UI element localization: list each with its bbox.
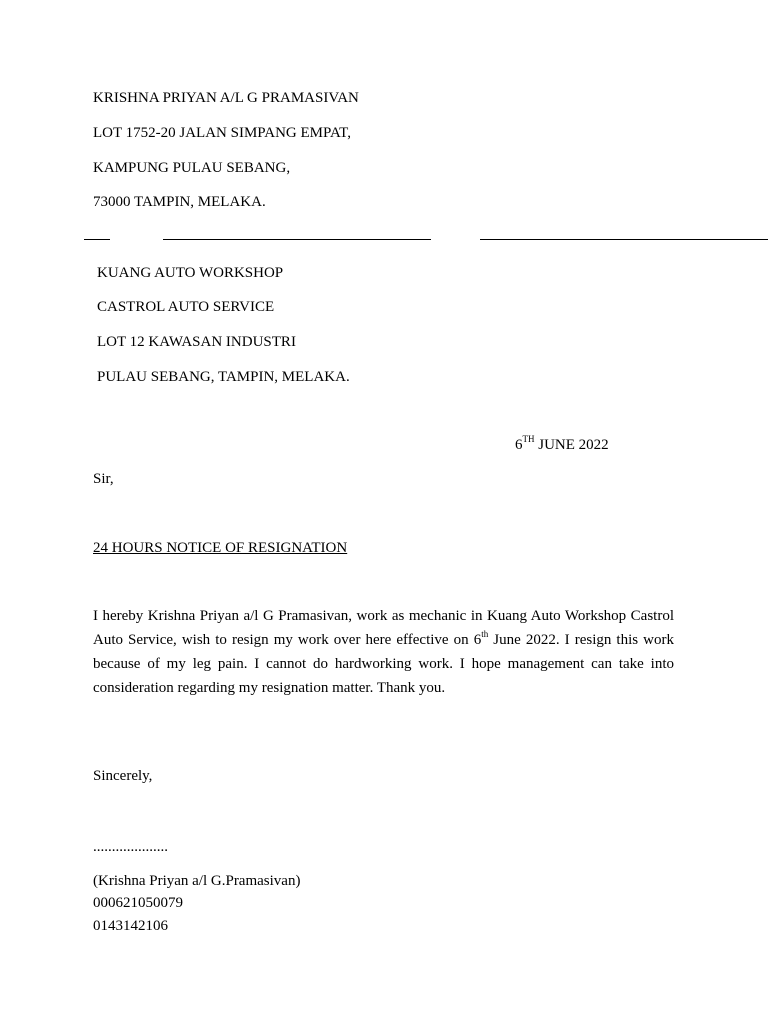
date-rest: JUNE 2022 [534, 437, 609, 453]
divider-rule [163, 239, 431, 240]
subject-line [93, 539, 374, 557]
sender-address-line: LOT 1752-20 JALAN SIMPANG EMPAT, [93, 125, 351, 141]
body-part-2: June 2022. I resign this work because of my leg pain. I cannot do hardworking work. I hope management can take into consideration regarding my resignation matter. Thank you. [93, 632, 674, 696]
divider-rule [480, 239, 768, 240]
body-part-1: I hereby Krishna Priyan a/l G Pramasivan, work as mechanic in Kuang Auto Workshop Castrol Auto Service, wish to resign my work over here effective on 6 [93, 608, 674, 648]
recipient-line: CASTROL AUTO SERVICE [97, 299, 275, 315]
date-day: 6 [515, 437, 523, 453]
recipient-line: KUANG AUTO WORKSHOP [97, 265, 284, 281]
sender-name: KRISHNA PRIYAN A/L G PRAMASIVAN [93, 90, 359, 106]
recipient-line: LOT 12 KAWASAN INDUSTRI [97, 334, 296, 350]
sender-address-line: 73000 TAMPIN, MELAKA. [93, 194, 266, 210]
signer-name: (Krishna Priyan a/l G.Pramasivan) [93, 873, 301, 889]
sender-address-line: KAMPUNG PULAU SEBANG, [93, 160, 291, 176]
body-paragraph [93, 604, 674, 700]
date-suffix: TH [522, 434, 535, 444]
closing: Sincerely, [93, 768, 153, 784]
signature-line: .................... [93, 839, 168, 855]
salutation: Sir, [93, 471, 114, 487]
body-date-suffix: th [481, 629, 489, 639]
letter-date [515, 436, 609, 454]
subject-text: 24 HOURS NOTICE OF RESIGNATION [93, 540, 348, 556]
recipient-line: PULAU SEBANG, TAMPIN, MELAKA. [97, 369, 350, 385]
signer-id-number: 000621050079 [93, 895, 183, 911]
signer-phone: 0143142106 [93, 918, 168, 934]
divider-rule [84, 239, 110, 240]
